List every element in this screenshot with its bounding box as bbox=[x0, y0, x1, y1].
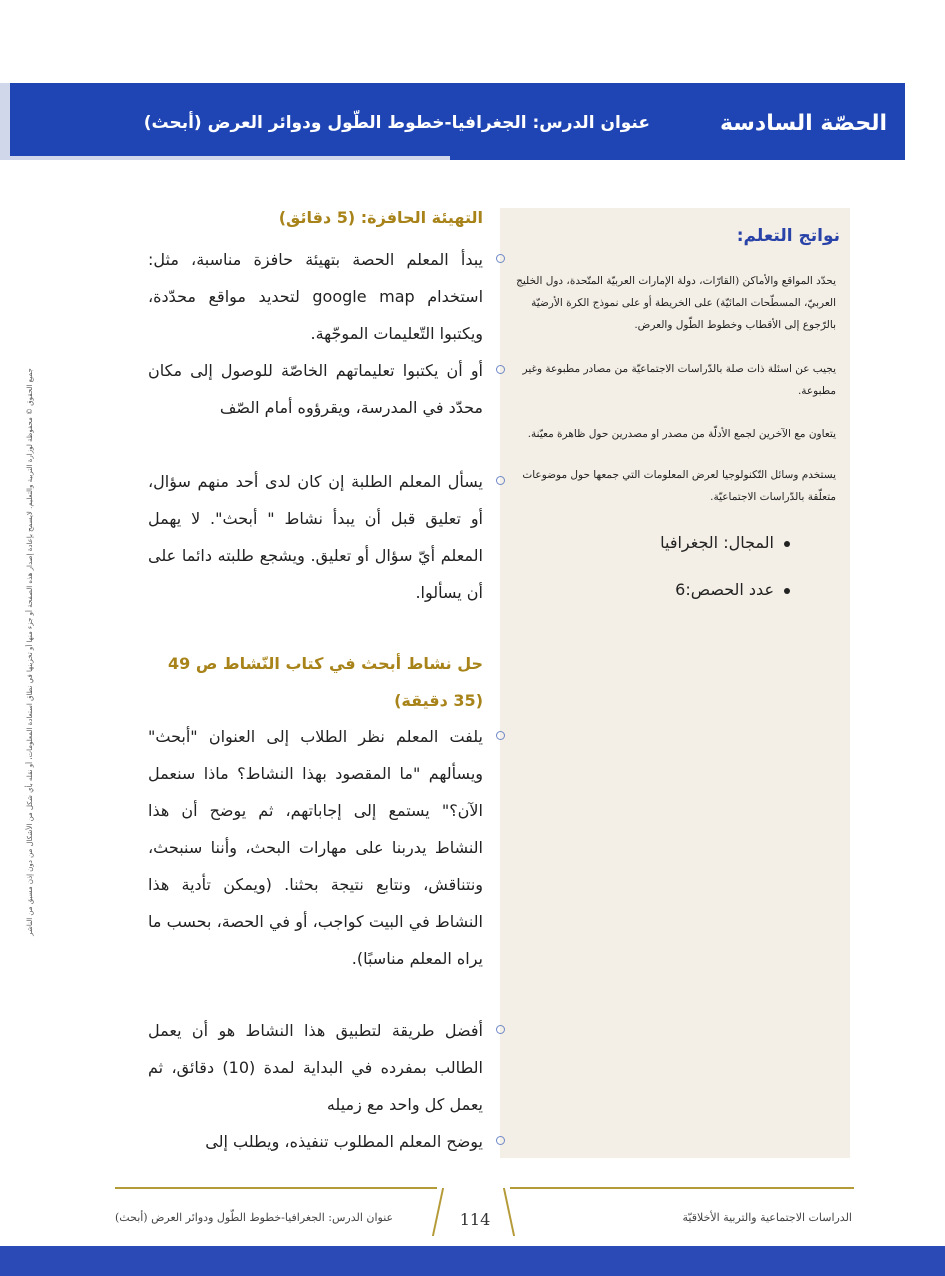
warmup-paragraph bbox=[148, 352, 483, 426]
footer-rule bbox=[510, 1187, 854, 1189]
footer-lesson-title: عنوان الدرس: الجغرافيا-خطوط الطّول ودوائر العرض (أبحث) bbox=[115, 1211, 394, 1224]
footer-rule bbox=[115, 1187, 437, 1189]
sessions-item bbox=[675, 580, 790, 599]
warmup-heading: التهيئة الحافزة: (5 دقائق) bbox=[278, 208, 483, 227]
outcome-item: يحدّد المواقع والأماكن (القارّات، دولة الإمارات العربيّة المتّحدة، دول الخليج العربيّ، المسطّحات المائيّة) على الخريطة أو على نموذج الكرة الأرضيّة بالرّجوع إلى الأقطاب وخطوط الطّول والعرض. bbox=[516, 275, 836, 331]
circle-bullet-icon bbox=[496, 731, 505, 740]
bullet-icon bbox=[784, 541, 790, 547]
header-left-strip bbox=[0, 83, 10, 160]
domain-item bbox=[660, 533, 790, 552]
warmup-paragraph bbox=[148, 463, 483, 611]
outcome-item: يتعاون مع الآخرين لجمع الأدلّة من مصدر او مصدرين حول ظاهرة معيّنة. bbox=[527, 428, 836, 440]
activity-paragraph bbox=[148, 718, 483, 977]
circle-bullet-icon bbox=[496, 1025, 505, 1034]
warmup-paragraph bbox=[148, 241, 483, 352]
lesson-title: عنوان الدرس: الجغرافيا-خطوط الطّول ودوائر العرض (أبحث) bbox=[143, 113, 650, 133]
bottom-band bbox=[0, 1246, 945, 1276]
circle-bullet-icon bbox=[496, 365, 505, 374]
footer-tab-edge bbox=[432, 1188, 444, 1236]
activity-heading: حل نشاط أبحث في كتاب النّشاط ص 49 (35 دقيقة) bbox=[168, 654, 483, 710]
lesson-header bbox=[0, 83, 905, 160]
circle-bullet-icon bbox=[496, 1136, 505, 1145]
activity-paragraph bbox=[148, 1123, 483, 1160]
outcome-item: يجيب عن اسئلة ذات صلة بالدّراسات الاجتماعيّة من مصادر مطبوعة وغير مطبوعة. bbox=[522, 363, 836, 397]
copyright-side-note: جميع الحقوق © محفوظة لوزارة التربية والتعليم. لايسمح بإعادة إصدار هذه الصفحة أو جزء منها أو تخزينها في نطاق استعادة المعلومات، أو نقله بأي شكل من الأشكال من دون إذن مسبق من الناشر bbox=[26, 368, 34, 936]
paragraph-text: يوضح المعلم المطلوب تنفيذه، ويطلب إلى bbox=[205, 1132, 483, 1151]
paragraph-text: يبدأ المعلم الحصة بتهيئة حافزة مناسبة، مثل: استخدام google map لتحديد مواقع محدّدة، ويكتبوا التّعليمات الموجّهة. bbox=[148, 250, 484, 343]
outcomes-heading: نواتج التعلم: bbox=[736, 226, 840, 246]
lesson-number: الحصّة السادسة bbox=[719, 111, 887, 136]
paragraph-text: أو أن يكتبوا تعليماتهم الخاصّة للوصول إلى مكان محدّد في المدرسة، ويقرؤوه أمام الصّف bbox=[148, 361, 483, 417]
sessions-label: عدد الحصص:6 bbox=[675, 580, 774, 599]
header-bottom-strip bbox=[0, 156, 450, 160]
paragraph-text: أفضل طريقة لتطبيق هذا النشاط هو أن يعمل الطالب بمفرده في البداية لمدة (10) دقائق، ثم يعمل كل واحد مع زميله bbox=[148, 1021, 484, 1114]
page-number: 114 bbox=[459, 1210, 491, 1229]
domain-label: المجال: الجغرافيا bbox=[660, 533, 774, 552]
paragraph-text: يسأل المعلم الطلبة إن كان لدى أحد منهم سؤال، أو تعليق قبل أن يبدأ نشاط " أبحث". لا يهمل المعلم أيّ سؤال أو تعليق. ويشجع طلبته دائما على أن يسألوا. bbox=[148, 472, 483, 602]
bullet-icon bbox=[784, 588, 790, 594]
paragraph-text: يلفت المعلم نظر الطلاب إلى العنوان "أبحث" ويسألهم "ما المقصود بهذا النشاط؟ ماذا سنعمل الآن؟" يستمع إلى إجاباتهم، ثم يوضح أن هذا النشاط يدربنا على مهارات البحث، وأننا سنبحث، ونتناقش، ونتابع نتيجة بحثنا. (ويمكن تأدية هذا النشاط في البيت كواجب، أو في الحصة، بحسب ما يراه المعلم مناسبًا). bbox=[148, 727, 483, 968]
activity-paragraph bbox=[148, 1012, 483, 1123]
circle-bullet-icon bbox=[496, 254, 505, 263]
footer-subject: الدراسات الاجتماعية والتربية الأخلاقيّة bbox=[682, 1211, 852, 1224]
learning-outcomes-panel bbox=[500, 208, 850, 1158]
outcome-item: يستخدم وسائل التّكنولوجيا لعرض المعلومات التي جمعها حول موضوعات متعلّقة بالدّراسات الاجتماعيّة. bbox=[522, 469, 836, 503]
circle-bullet-icon bbox=[496, 476, 505, 485]
